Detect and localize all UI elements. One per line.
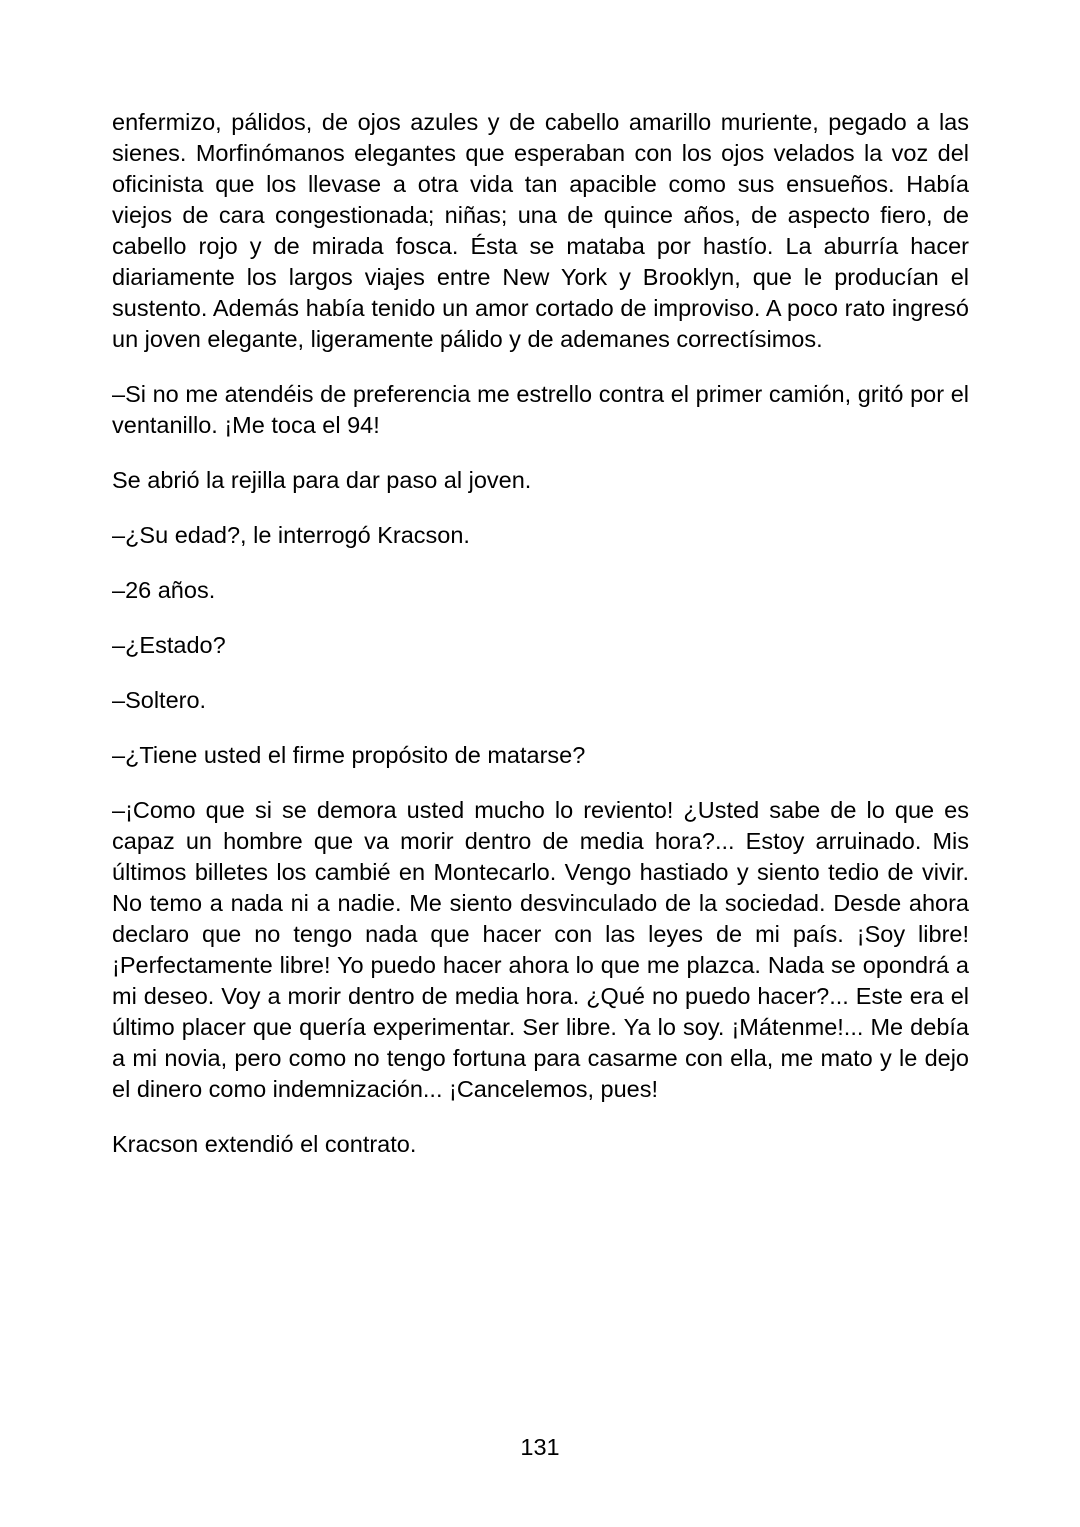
paragraph-8-dialogue: –¿Tiene usted el firme propósito de matarse? bbox=[112, 742, 586, 768]
paragraph-9-dialogue: –¡Como que si se demora usted mucho lo reviento! ¿Usted sabe de lo que es capaz un hombre que va morir dentro de media hora?... Estoy arruinado. Mis últimos billetes los cambié en Montecarlo. Vengo hastiado y siento tedio de vivir. No temo a nada ni a nadie. Me siento desvinculado de la sociedad. Desde ahora declaro que no tengo nada que hacer con las leyes de mi país. ¡Soy libre! ¡Perfectamente libre! Yo puedo hacer ahora lo que me plazca. Nada se opondrá a mi deseo. Voy a morir dentro de media hora. ¿Qué no puedo hacer?... Este era el último placer que quería experimentar. Ser libre. Ya lo soy. ¡Mátenme!... Me debía a mi novia, pero como no tengo fortuna para casarme con ella, me mato y le dejo el dinero como indemnización... ¡Cancelemos, pues! bbox=[112, 797, 969, 1102]
page-number: 131 bbox=[520, 1434, 560, 1460]
paragraph-5-dialogue: –26 años. bbox=[112, 577, 216, 603]
paragraph-7-dialogue: –Soltero. bbox=[112, 687, 207, 713]
paragraph-4-dialogue: –¿Su edad?, le interrogó Kracson. bbox=[112, 522, 470, 548]
paragraph-10: Kracson extendió el contrato. bbox=[112, 1131, 417, 1157]
body-text-column bbox=[112, 107, 969, 1160]
paragraph-3: Se abrió la rejilla para dar paso al joven. bbox=[112, 467, 532, 493]
paragraph-2-dialogue: –Si no me atendéis de preferencia me estrello contra el primer camión, gritó por el ventanillo. ¡Me toca el 94! bbox=[112, 381, 969, 438]
paragraph-6-dialogue: –¿Estado? bbox=[112, 632, 226, 658]
paragraph-1: enfermizo, pálidos, de ojos azules y de cabello amarillo muriente, pegado a las sienes. Morfinómanos elegantes que esperaban con los ojos velados la voz del oficinista que los llevase a otra vida tan apacible como sus ensueños. Había viejos de cara congestionada; niñas; una de quince años, de aspecto fiero, de cabello rojo y de mirada fosca. Ésta se mataba por hastío. La aburría hacer diariamente los largos viajes entre New York y Brooklyn, que le producían el sustento. Además había tenido un amor cortado de improviso. A poco rato ingresó un joven elegante, ligeramente pálido y de ademanes correctísimos. bbox=[112, 109, 969, 352]
